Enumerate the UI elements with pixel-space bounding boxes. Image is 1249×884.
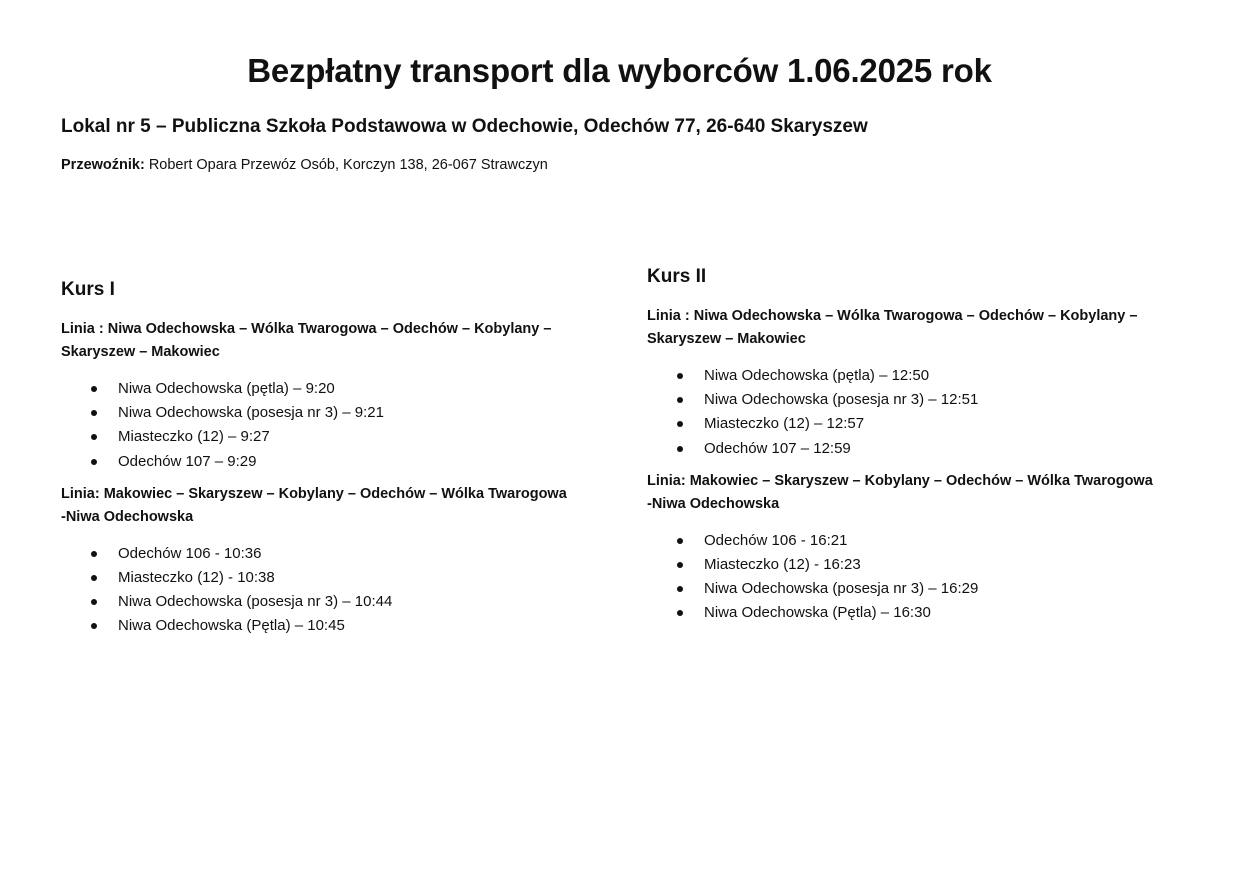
bullet-icon [677, 586, 683, 592]
bullet-icon [91, 410, 97, 416]
stop-text: Odechów 106 - 16:21 [704, 531, 848, 549]
polling-station-heading: Lokal nr 5 – Publiczna Szkoła Podstawowa w Odechowie, Odechów 77, 26-640 Skaryszew [61, 116, 868, 137]
carrier-label: Przewoźnik: [61, 157, 145, 173]
bullet-icon [677, 446, 683, 452]
bullet-icon [677, 562, 683, 568]
route-heading [61, 318, 601, 364]
list-item [675, 601, 1187, 625]
bullet-icon [91, 386, 97, 392]
page-title: Bezpłatny transport dla wyborców 1.06.2025 rok [247, 52, 992, 89]
list-item [675, 553, 1187, 577]
stop-text: Niwa Odechowska (pętla) – 12:50 [704, 367, 930, 384]
list-item [89, 566, 601, 590]
route-heading-line: Linia : Niwa Odechowska – Wólka Twarogowa – Odechów – Kobylany – [647, 308, 1138, 324]
stop-list [647, 364, 1187, 461]
stop-text: Niwa Odechowska (posesja nr 3) – 10:44 [118, 593, 393, 611]
bullet-icon [677, 373, 683, 379]
list-item [89, 377, 601, 401]
route-heading-line: Linia: Makowiec – Skaryszew – Kobylany – Odechów – Wólka Twarogowa [61, 485, 567, 502]
route-heading [647, 470, 1187, 516]
stop-text: Niwa Odechowska (posesja nr 3) – 16:29 [704, 580, 979, 598]
stop-text: Niwa Odechowska (posesja nr 3) – 12:51 [704, 391, 979, 409]
course-title: Kurs I [61, 279, 115, 300]
carrier-value: Robert Opara Przewóz Osób, Korczyn 138, 26-067 Strawczyn [144, 157, 548, 173]
bullet-icon [91, 459, 97, 465]
course-column-1 [61, 278, 601, 648]
list-item [89, 614, 601, 638]
stop-text: Niwa Odechowska (Pętla) – 10:45 [118, 617, 345, 635]
bullet-icon [677, 610, 683, 616]
route-heading-line: Linia : Niwa Odechowska – Wólka Twarogowa – Odechów – Kobylany – [61, 321, 552, 337]
bullet-icon [677, 538, 683, 544]
list-item [675, 388, 1187, 412]
route-heading-line: Linia: Makowiec – Skaryszew – Kobylany – Odechów – Wólka Twarogowa [647, 472, 1153, 489]
bullet-icon [677, 421, 683, 427]
bullet-icon [677, 397, 683, 403]
stop-text: Odechów 107 – 9:29 [118, 452, 257, 470]
stop-list [61, 542, 601, 639]
stop-text: Niwa Odechowska (Pętla) – 16:30 [704, 604, 931, 622]
list-item [675, 577, 1187, 601]
stop-list [647, 529, 1187, 626]
stop-text: Miasteczko (12) – 9:27 [118, 428, 270, 446]
stop-text: Niwa Odechowska (posesja nr 3) – 9:21 [118, 404, 384, 422]
stop-text: Odechów 106 - 10:36 [118, 544, 262, 562]
stop-text: Niwa Odechowska (pętla) – 9:20 [118, 380, 335, 397]
bullet-icon [91, 599, 97, 605]
stop-text: Miasteczko (12) - 16:23 [704, 556, 861, 574]
bullet-icon [91, 434, 97, 440]
route-heading-line: Skaryszew – Makowiec [61, 344, 220, 360]
list-item [675, 529, 1187, 553]
course-column-2 [647, 265, 1187, 635]
list-item [89, 401, 601, 425]
route-heading [647, 305, 1187, 351]
course-title: Kurs II [647, 266, 707, 287]
list-item [89, 590, 601, 614]
list-item [89, 425, 601, 449]
carrier-info [61, 157, 548, 173]
bullet-icon [91, 623, 97, 629]
stop-text: Miasteczko (12) – 12:57 [704, 415, 865, 433]
bullet-icon [91, 551, 97, 557]
list-item [675, 437, 1187, 461]
route-heading [61, 483, 601, 529]
route-heading-line: -Niwa Odechowska [61, 508, 194, 525]
stop-text: Miasteczko (12) - 10:38 [118, 569, 275, 587]
bullet-icon [91, 575, 97, 581]
route-heading-line: -Niwa Odechowska [647, 495, 780, 512]
route-heading-line: Skaryszew – Makowiec [647, 331, 806, 347]
list-item [89, 450, 601, 474]
list-item [675, 364, 1187, 388]
list-item [89, 542, 601, 566]
stop-text: Odechów 107 – 12:59 [704, 439, 851, 457]
list-item [675, 412, 1187, 436]
stop-list [61, 377, 601, 474]
